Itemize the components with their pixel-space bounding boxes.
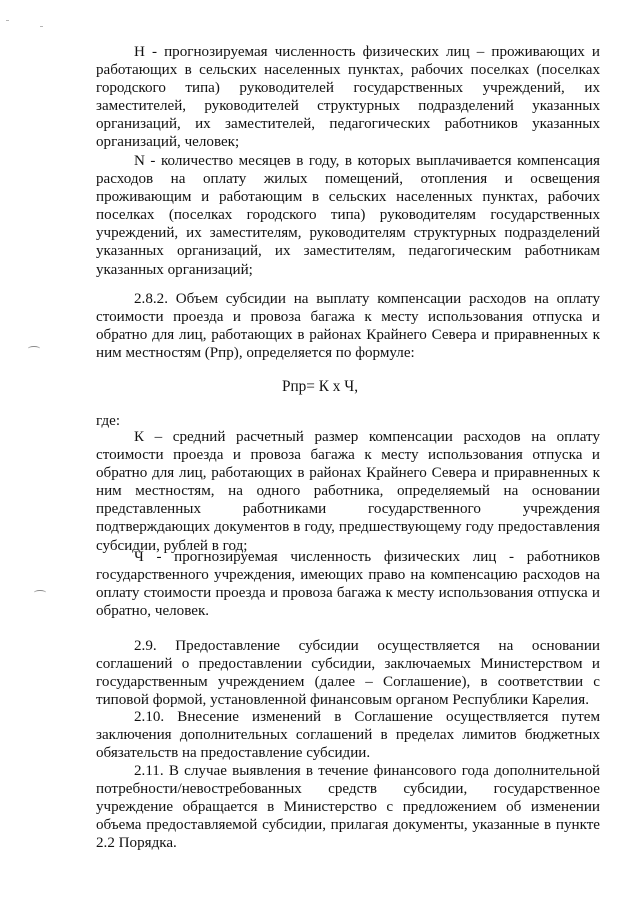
scan-speck: [6, 20, 9, 21]
paragraph-ch-definition: Ч - прогнозируемая численность физических лиц - работников государственного учреждения, имеющих право на компенсацию расходов на оплату стоимости проезда и провоза багажа к месту использования отпуска и обратно, человек.: [96, 549, 600, 620]
paragraph-k-definition: К – средний расчетный размер компенсации расходов на оплату стоимости проезда и провоза багажа к месту использования отпуска и обратно для лиц, работающих в районах Крайнего Севера и приравненных к ним местностям, на одного работника, определяемый на основании представленных работниками государственного учреждения подтверждающих документов в году, предшествующему году предоставления субсидии, рублей в год;: [96, 429, 600, 554]
paragraph-2-10: 2.10. Внесение изменений в Соглашение осуществляется путем заключения дополнительных соглашений в пределах лимитов бюджетных обязательств на предоставление субсидии.: [96, 709, 600, 762]
paragraph-n-definition: N - количество месяцев в году, в которых выплачивается компенсация расходов на оплату жилых помещений, отопления и освещения проживающим и работающим в сельских населенных пунктах, рабочих поселках (поселках городского типа) руководителям государственных учреждений, их заместителям, руководителям структурных подразделений указанных организаций, их заместителям, педагогическим работникам указанных организаций;: [96, 153, 600, 278]
paragraph-2-8-2: 2.8.2. Объем субсидии на выплату компенсации расходов на оплату стоимости проезда и провоза багажа к месту использования отпуска и обратно для лиц, работающих в районах Крайнего Севера и приравненных к ним местностям (Рпр), определяется по формуле:: [96, 291, 600, 362]
paragraph-2-11: 2.11. В случае выявления в течение финансового года дополнительной потребности/невостребованных средств субсидии, государственное учреждение обращается в Министерство с предложением об изменении объема предоставляемой субсидии, прилагая документы, указанные в пункте 2.2 Порядка.: [96, 763, 600, 852]
where-label: где:: [96, 413, 121, 429]
formula: Рпр= К х Ч,: [281, 378, 359, 395]
paragraph-h-definition: Н - прогнозируемая численность физических лиц – проживающих и работающих в сельских населенных пунктах, рабочих поселках (поселках городского типа) руководителей государственных учреждений, их заместителей, руководителей структурных подразделений указанных организаций, их заместителей, педагогических работников указанных организаций, человек;: [96, 44, 600, 151]
scan-mark: [28, 346, 40, 351]
scan-mark: [34, 590, 46, 595]
scan-speck: [40, 26, 43, 27]
paragraph-2-9: 2.9. Предоставление субсидии осуществляется на основании соглашений о предоставлении субсидии, заключаемых Министерством и государственным учреждением (далее – Соглашение), в соответствии с типовой формой, установленной финансовым органом Республики Карелия.: [96, 638, 600, 709]
